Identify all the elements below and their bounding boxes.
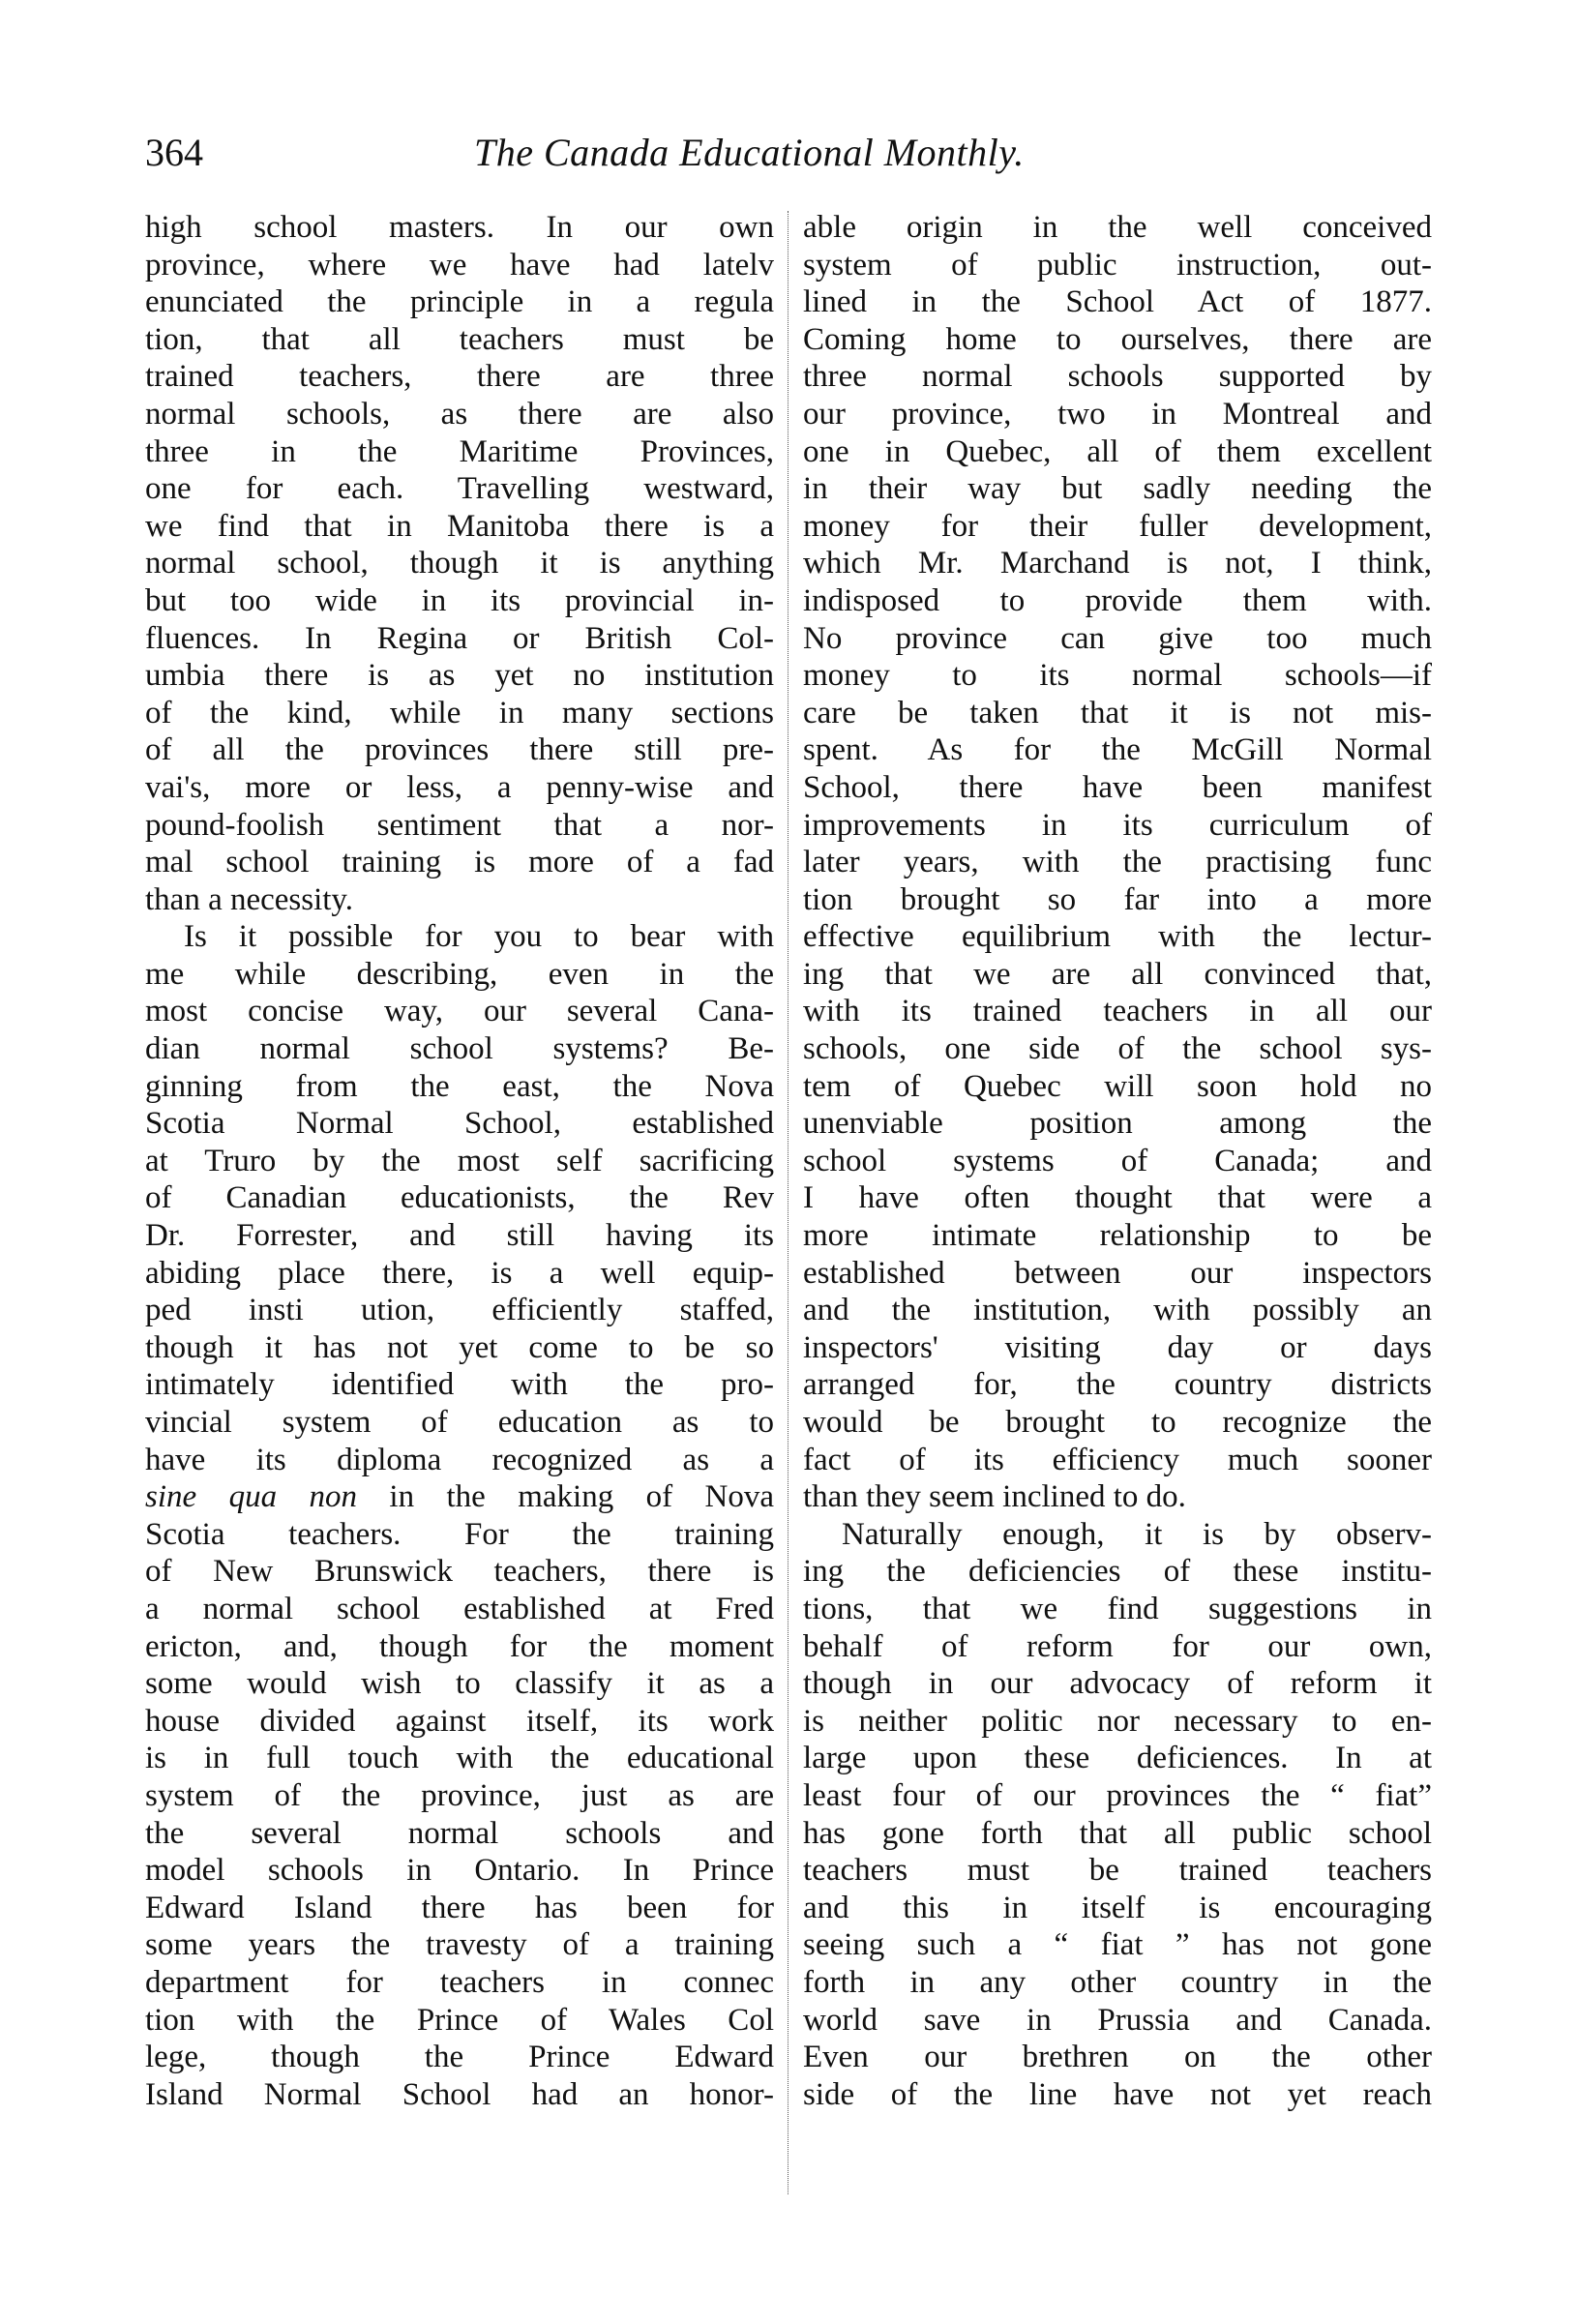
line-text: least four of our provinces the “ fiat” (803, 1777, 1432, 1813)
text-line (145, 2076, 774, 2114)
line-text: indisposed to provide them with. (803, 582, 1432, 618)
line-text: our province, two in Montreal and (803, 396, 1432, 432)
text-line (145, 1964, 774, 2002)
line-text: Is it possible for you to bear with (184, 919, 774, 955)
text-line (803, 1442, 1432, 1479)
text-line (803, 396, 1432, 433)
line-text: school systems of Canada; and (803, 1143, 1432, 1178)
text-line (145, 321, 774, 359)
text-line (803, 1815, 1432, 1853)
line-text: of New Brunswick teachers, there is (145, 1554, 774, 1590)
line-text: house divided against itself, its work (145, 1703, 774, 1739)
line-text: is neither politic nor necessary to en- (803, 1703, 1432, 1739)
line-text: would be brought to recognize the (803, 1405, 1432, 1440)
line-text: vai's, more or less, a penny-wise and (145, 769, 774, 805)
line-text: high school masters. In our own (145, 210, 774, 245)
line-text: schools, one side of the school sys- (803, 1031, 1432, 1067)
line-text: money for their fuller development, (803, 508, 1432, 544)
text-line (145, 1105, 774, 1143)
line-text: lege, though the Prince Edward (145, 2040, 774, 2075)
line-text: of the kind, while in many sections (145, 695, 774, 730)
text-line (803, 657, 1432, 695)
text-line (145, 695, 774, 732)
text-line (803, 1628, 1432, 1666)
line-text: most concise way, our several Cana- (145, 994, 774, 1029)
text-line (145, 433, 774, 471)
line-text: three in the Maritime Provinces, (145, 433, 774, 469)
line-text: ginning from the east, the Nova (145, 1068, 774, 1104)
line-text: at Truro by the most self sacrificing (145, 1143, 774, 1178)
text-line (803, 1553, 1432, 1591)
text-line (803, 1292, 1432, 1329)
text-line (145, 1255, 774, 1293)
text-line (803, 956, 1432, 994)
text-line (145, 844, 774, 881)
line-text: some years the travesty of a training (145, 1927, 774, 1963)
line-text: than they seem inclined to do. (803, 1479, 1186, 1515)
line-text: world save in Prussia and Canada. (803, 2002, 1432, 2038)
line-text: with its trained teachers in all our (803, 994, 1432, 1029)
text-line (803, 2039, 1432, 2076)
line-text: fact of its efficiency much sooner (803, 1442, 1432, 1477)
line-text: umbia there is as yet no institution (145, 658, 774, 694)
text-line (145, 470, 774, 508)
line-text: Coming home to ourselves, there are (803, 321, 1432, 357)
text-line (145, 731, 774, 769)
line-text: Naturally enough, it is by observ- (842, 1516, 1432, 1552)
line-text: teachers must be trained teachers (803, 1853, 1432, 1889)
line-text: improvements in its curriculum of (803, 807, 1432, 843)
line-text: Dr. Forrester, and still having its (145, 1218, 774, 1254)
left-text-column (145, 209, 774, 2113)
text-line (145, 1478, 774, 1516)
line-text: but too wide in its provincial in- (145, 582, 774, 618)
text-line (145, 1815, 774, 1853)
text-line (803, 1964, 1432, 2002)
text-line (145, 1703, 774, 1741)
line-text: tion with the Prince of Wales Col (145, 2002, 774, 2038)
text-line (803, 508, 1432, 546)
text-line (803, 1852, 1432, 1890)
line-text: ped insti ution, efficiently staffed, (145, 1293, 774, 1328)
line-text: three normal schools supported by (803, 359, 1432, 395)
line-text: lined in the School Act of 1877. (803, 284, 1432, 320)
line-text: fluences. In Regina or British Col- (145, 620, 774, 656)
line-text: system of the province, just as are (145, 1777, 774, 1813)
line-text: inspectors' visiting day or days (803, 1329, 1432, 1365)
text-line (803, 993, 1432, 1030)
text-line (803, 1890, 1432, 1927)
line-text: tions, that we find suggestions in (803, 1591, 1432, 1626)
text-line (803, 2076, 1432, 2114)
text-line (803, 1255, 1432, 1293)
line-text: more intimate relationship to be (803, 1218, 1432, 1254)
text-line (145, 1665, 774, 1703)
text-line (803, 1591, 1432, 1628)
page-header (145, 124, 1422, 182)
line-text: Even our brethren on the other (803, 2040, 1432, 2075)
text-line (145, 545, 774, 582)
text-line (803, 470, 1432, 508)
text-line (803, 1478, 1432, 1516)
line-text: able origin in the well conceived (803, 210, 1432, 245)
text-line (803, 1703, 1432, 1741)
line-text: is in full touch with the educational (145, 1741, 774, 1776)
text-line (145, 993, 774, 1030)
text-line (145, 283, 774, 321)
line-text: No province can give too much (803, 620, 1432, 656)
text-line (803, 769, 1432, 807)
text-line (803, 2002, 1432, 2040)
text-line (145, 1068, 774, 1106)
line-text: ing the deficiencies of these institu- (803, 1554, 1432, 1590)
text-line (803, 1329, 1432, 1367)
line-text: Scotia teachers. For the training (145, 1516, 774, 1552)
line-text: one in Quebec, all of them excellent (803, 433, 1432, 469)
text-line (803, 918, 1432, 956)
text-line (145, 1217, 774, 1255)
text-line (803, 1516, 1432, 1554)
text-line (145, 769, 774, 807)
text-line (145, 247, 774, 284)
text-line (803, 695, 1432, 732)
line-text: have its diploma recognized as a (145, 1442, 774, 1477)
text-line (803, 1217, 1432, 1255)
line-text: has gone forth that all public school (803, 1815, 1432, 1851)
line-text: money to its normal schools—if (803, 658, 1432, 694)
line-text: intimately identified with the pro- (145, 1367, 774, 1403)
line-text: in their way but sadly needing the (803, 471, 1432, 507)
line-text: Island Normal School had an honor- (145, 2076, 774, 2112)
text-line (145, 1366, 774, 1404)
text-line (803, 1740, 1432, 1777)
line-text: unenviable position among the (803, 1106, 1432, 1142)
line-text: large upon these deficiences. In at (803, 1741, 1432, 1776)
text-line (145, 956, 774, 994)
line-text: dian normal school systems? Be- (145, 1031, 774, 1067)
line-text: ericton, and, though for the moment (145, 1628, 774, 1664)
line-text: Scotia Normal School, established (145, 1106, 774, 1142)
line-text: established between our inspectors (803, 1255, 1432, 1291)
line-text: province, where we have had latelv (145, 247, 774, 283)
line-text: though in our advocacy of reform it (803, 1666, 1432, 1702)
italic-phrase: sine qua non (145, 1479, 357, 1515)
line-text: and the institution, with possibly an (803, 1293, 1432, 1328)
text-line (803, 582, 1432, 620)
text-line (145, 918, 774, 956)
line-text: normal school, though it is anything (145, 546, 774, 581)
text-line (145, 1292, 774, 1329)
line-text: in the making of Nova (356, 1479, 774, 1515)
text-line (145, 1404, 774, 1442)
line-text: tion brought so far into a more (803, 881, 1432, 917)
line-text: School, there have been manifest (803, 769, 1432, 805)
line-text: which Mr. Marchand is not, I think, (803, 546, 1432, 581)
text-line (145, 807, 774, 845)
text-line (803, 807, 1432, 845)
line-text: Edward Island there has been for (145, 1890, 774, 1925)
text-line (803, 1068, 1432, 1106)
text-line (803, 844, 1432, 881)
line-text: than a necessity. (145, 881, 354, 917)
text-line (803, 433, 1432, 471)
line-text: the several normal schools and (145, 1815, 774, 1851)
page-number: 364 (145, 131, 203, 174)
text-line (803, 209, 1432, 247)
line-text: effective equilibrium with the lectur- (803, 919, 1432, 955)
text-line (145, 1591, 774, 1628)
line-text: I have often thought that were a (803, 1180, 1432, 1216)
line-text: and this in itself is encouraging (803, 1890, 1432, 1925)
text-line (803, 1030, 1432, 1068)
line-text: me while describing, even in the (145, 956, 774, 992)
text-line (803, 1665, 1432, 1703)
text-line (803, 1404, 1432, 1442)
text-line (803, 1143, 1432, 1180)
text-line (803, 321, 1432, 359)
text-line (145, 1777, 774, 1815)
line-text: one for each. Travelling westward, (145, 471, 774, 507)
line-text: care be taken that it is not mis- (803, 695, 1432, 730)
text-line (803, 1179, 1432, 1217)
text-line (145, 1329, 774, 1367)
right-text-column (803, 209, 1432, 2113)
text-line (803, 247, 1432, 284)
text-line (145, 1442, 774, 1479)
text-line (145, 1030, 774, 1068)
text-line (145, 1143, 774, 1180)
line-text: arranged for, the country districts (803, 1367, 1432, 1403)
text-line (145, 1890, 774, 1927)
line-text: tem of Quebec will soon hold no (803, 1068, 1432, 1104)
text-line (803, 731, 1432, 769)
line-text: some would wish to classify it as a (145, 1666, 774, 1702)
text-line (145, 657, 774, 695)
line-text: later years, with the practising func (803, 845, 1432, 880)
text-line (145, 881, 774, 919)
line-text: we find that in Manitoba there is a (145, 508, 774, 544)
text-line (145, 508, 774, 546)
text-line (145, 1926, 774, 1964)
line-text: normal schools, as there are also (145, 396, 774, 432)
text-line (803, 545, 1432, 582)
text-line (145, 209, 774, 247)
line-text: seeing such a “ fiat ” has not gone (803, 1927, 1432, 1963)
line-text: trained teachers, there are three (145, 359, 774, 395)
text-line (145, 1740, 774, 1777)
line-text: of Canadian educationists, the Rev (145, 1180, 774, 1216)
line-text: though it has not yet come to be so (145, 1329, 774, 1365)
text-line (803, 1105, 1432, 1143)
text-line (145, 620, 774, 658)
text-line (803, 1777, 1432, 1815)
line-text: system of public instruction, out- (803, 247, 1432, 283)
line-text: model schools in Ontario. In Prince (145, 1853, 774, 1889)
running-title: The Canada Educational Monthly. (474, 131, 1025, 174)
line-text: enunciated the principle in a regula (145, 284, 774, 320)
text-line (145, 1553, 774, 1591)
line-text: vincial system of education as to (145, 1405, 774, 1440)
line-text: of all the provinces there still pre- (145, 732, 774, 768)
text-line (145, 358, 774, 396)
text-line (145, 1628, 774, 1666)
line-text: behalf of reform for our own, (803, 1628, 1432, 1664)
text-line (145, 396, 774, 433)
text-line (803, 283, 1432, 321)
text-line (145, 2039, 774, 2076)
text-line (803, 358, 1432, 396)
text-line (803, 620, 1432, 658)
line-text: ing that we are all convinced that, (803, 956, 1432, 992)
line-text: side of the line have not yet reach (803, 2076, 1432, 2112)
text-line (145, 582, 774, 620)
line-text: abiding place there, is a well equip- (145, 1255, 774, 1291)
line-text: forth in any other country in the (803, 1964, 1432, 2000)
text-line (803, 1926, 1432, 1964)
line-text: tion, that all teachers must be (145, 321, 774, 357)
line-text: a normal school established at Fred (145, 1591, 774, 1626)
text-line (145, 2002, 774, 2040)
line-text: pound-foolish sentiment that a nor- (145, 807, 774, 843)
text-line (803, 1366, 1432, 1404)
line-text: department for teachers in connec (145, 1964, 774, 2000)
text-line (803, 881, 1432, 919)
text-line (145, 1852, 774, 1890)
text-line (145, 1516, 774, 1554)
line-text: mal school training is more of a fad (145, 845, 774, 880)
line-text: spent. As for the McGill Normal (803, 732, 1432, 768)
text-line (145, 1179, 774, 1217)
